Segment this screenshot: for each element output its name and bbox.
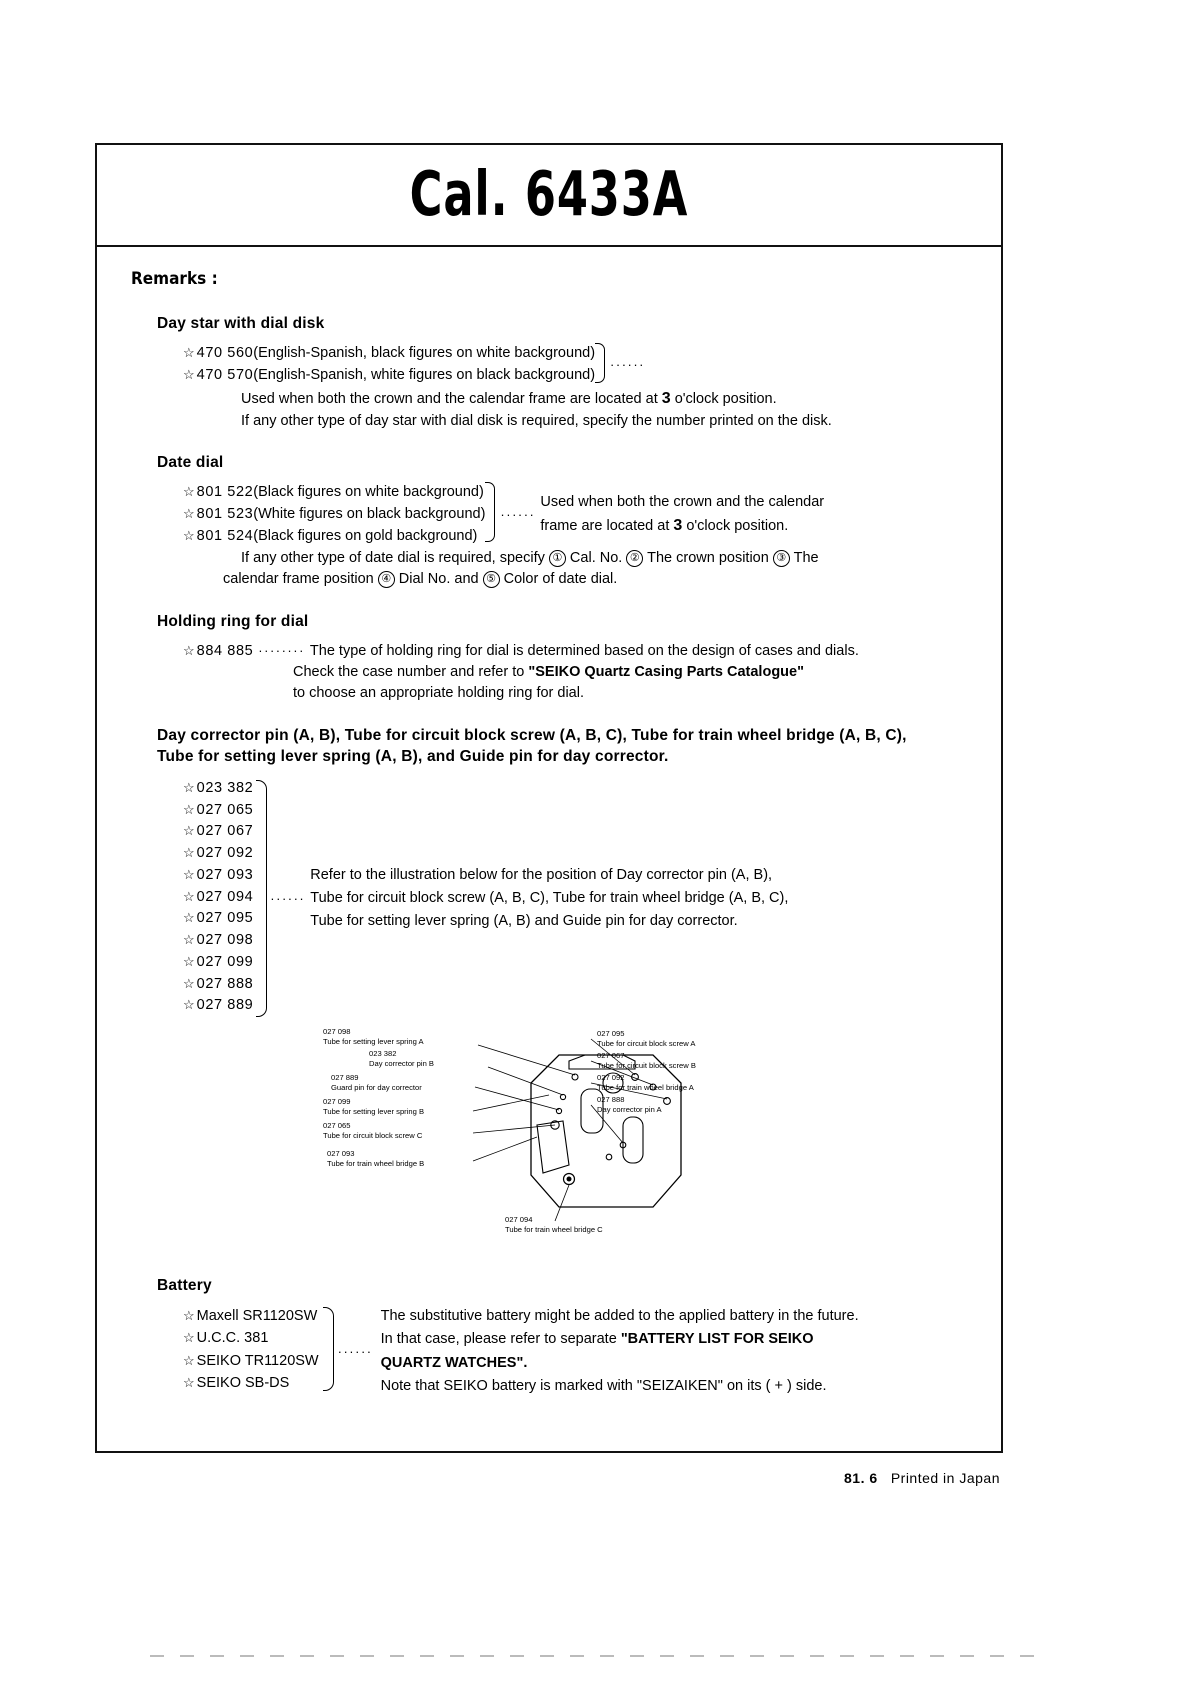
battery-note-3 <box>381 1352 859 1375</box>
section-battery <box>123 1277 975 1399</box>
label-name: Tube for circuit block screw C <box>323 1130 423 1140</box>
list-item <box>183 504 485 526</box>
part-description: (English-Spanish, black figures on white background) <box>253 345 596 361</box>
part-number: 470 570 <box>196 366 254 383</box>
diagram-label <box>597 1051 696 1070</box>
label-number: 027 095 <box>597 1028 625 1038</box>
section-heading-day-star: Day star with dial disk <box>157 315 325 332</box>
part-description: (English-Spanish, white figures on black background) <box>253 366 596 383</box>
oclock-number: 3 <box>673 516 683 534</box>
label-name: Tube for circuit block screw A <box>597 1038 696 1048</box>
part-description: (White figures on black background) <box>253 506 486 522</box>
list-item <box>183 865 253 887</box>
diagram-label <box>323 1121 422 1140</box>
part-number: 027 889 <box>196 997 254 1014</box>
star-icon: ☆ <box>183 953 195 969</box>
list-item <box>183 1350 319 1372</box>
list-item <box>183 930 253 952</box>
part-description: (Black figures on white background) <box>253 484 484 501</box>
holding-ring-text-3: to choose an appropriate holding ring for dial. <box>293 685 584 702</box>
diagram-label <box>597 1095 662 1114</box>
list-item <box>183 995 253 1017</box>
label-number: 027 099 <box>323 1096 351 1106</box>
battery-note-1: The substitutive battery might be added to the applied battery in the future. <box>380 1307 859 1324</box>
part-number: 027 092 <box>196 845 254 862</box>
heading-line-1: Day corrector pin (A, B), Tube for circuit block screw (A, B, C), Tube for train wheel bridge (A, B, C), <box>157 727 907 745</box>
footer-printed: Printed in Japan <box>890 1470 1000 1486</box>
leader-dots: ······ <box>500 507 536 523</box>
star-icon: ☆ <box>183 779 195 795</box>
note-text: If any other type of date dial is required, specify <box>241 549 549 566</box>
label-number: 027 094 <box>505 1214 533 1224</box>
brace-bracket <box>323 1307 334 1391</box>
label-name: Guard pin for day corrector <box>331 1082 422 1092</box>
star-icon: ☆ <box>183 823 195 839</box>
page-footer <box>0 1470 1200 1486</box>
description-line-1: Refer to the illustration below for the position of Day corrector pin (A, B), <box>310 866 773 883</box>
star-icon: ☆ <box>183 1352 195 1368</box>
battery-note-2 <box>381 1328 859 1351</box>
battery-body <box>183 1305 975 1399</box>
star-icon: ☆ <box>183 643 195 658</box>
part-number: 027 094 <box>196 888 254 905</box>
part-number: 027 067 <box>196 823 254 840</box>
day-star-part-list <box>183 343 595 387</box>
diagram-label <box>323 1097 424 1116</box>
day-star-note-2: If any other type of day star with dial disk is required, specify the number printed on the disk. <box>241 412 832 429</box>
list-item <box>183 641 975 662</box>
brace-bracket <box>595 343 605 383</box>
list-item <box>183 1372 319 1394</box>
note-text: The crown position <box>643 549 773 566</box>
note-text: Cal. No. <box>565 549 627 566</box>
star-icon: ☆ <box>183 975 195 991</box>
diagram-label <box>331 1073 422 1092</box>
list-item <box>183 887 253 909</box>
section-heading-day-corrector <box>157 726 975 768</box>
list-item <box>183 365 595 387</box>
star-icon: ☆ <box>183 1375 195 1391</box>
diagram-label <box>369 1049 434 1068</box>
brace-bracket <box>485 482 495 542</box>
part-number: 027 099 <box>196 953 254 970</box>
note-line: Used when both the crown and the calendar <box>540 494 825 510</box>
section-date-dial <box>123 454 975 591</box>
part-number: 470 560 <box>196 345 254 361</box>
battery-name: U.C.C. 381 <box>196 1330 269 1347</box>
list-item <box>183 1305 319 1327</box>
battery-name: SEIKO SB-DS <box>196 1375 290 1392</box>
label-number: 027 888 <box>597 1094 625 1104</box>
title-band <box>97 145 1001 247</box>
list-item <box>183 908 253 930</box>
star-icon: ☆ <box>183 888 195 904</box>
battery-name: Maxell SR1120SW <box>196 1307 318 1324</box>
part-description: (Black figures on gold background) <box>253 527 478 544</box>
section-heading-holding-ring: Holding ring for dial <box>157 613 309 630</box>
star-icon: ☆ <box>183 910 195 926</box>
label-number: 027 093 <box>327 1148 355 1158</box>
label-name: Tube for train wheel bridge B <box>327 1158 425 1168</box>
holding-ring-text-1: The type of holding ring for dial is determined based on the design of cases and dials. <box>309 643 859 659</box>
label-name: Day corrector pin A <box>597 1104 662 1114</box>
oclock-number: 3 <box>661 389 671 407</box>
note-text: Color of date dial. <box>499 571 618 588</box>
list-item <box>183 343 595 365</box>
note-text: Used when both the crown and the calendar frame are located at <box>241 390 662 407</box>
note-text: Dial No. and <box>394 571 483 588</box>
leader-dots: ········ <box>258 643 305 658</box>
brace-bracket <box>256 780 267 1017</box>
battery-name: SEIKO TR1120SW <box>196 1352 319 1369</box>
list-item <box>183 843 253 865</box>
date-dial-specify-line-2 <box>223 569 975 591</box>
part-number: 027 888 <box>196 975 254 992</box>
day-star-note-1 <box>241 387 975 411</box>
star-icon: ☆ <box>183 484 195 500</box>
list-item <box>183 526 485 548</box>
note-text: o'clock position. <box>670 390 777 407</box>
star-icon: ☆ <box>183 845 195 861</box>
battery-note-4: Note that SEIKO battery is marked with "SEIZAIKEN" on its ( + ) side. <box>380 1378 827 1395</box>
star-icon: ☆ <box>183 866 195 882</box>
label-number: 027 067 <box>597 1050 625 1060</box>
date-dial-part-list <box>183 482 485 547</box>
label-number: 027 065 <box>323 1120 351 1130</box>
part-number: 027 093 <box>196 866 254 883</box>
footer-date: 81. 6 <box>844 1470 878 1486</box>
battery-list-title: "BATTERY LIST FOR SEIKO <box>620 1331 814 1348</box>
star-icon: ☆ <box>183 366 195 382</box>
section-heading-date-dial: Date dial <box>157 454 224 472</box>
movement-illustration <box>323 1025 883 1255</box>
diagram-label <box>505 1215 603 1234</box>
description-line-3: Tube for setting lever spring (A, B) and Guide pin for day corrector. <box>310 912 738 929</box>
label-name: Tube for train wheel bridge C <box>505 1224 603 1234</box>
part-number: 027 095 <box>196 910 254 927</box>
diagram-label <box>597 1029 695 1048</box>
note-text: Check the case number and refer to <box>293 664 529 681</box>
circled-number-5: ⑤ <box>483 571 500 588</box>
leader-dots: ······ <box>270 890 306 906</box>
part-number: 801 524 <box>196 527 254 544</box>
note-text: calendar frame position <box>223 571 378 588</box>
note-text: In that case, please refer to separate <box>380 1331 621 1348</box>
label-number: 027 098 <box>323 1026 351 1036</box>
label-name: Tube for setting lever spring B <box>323 1106 425 1116</box>
circled-number-1: ① <box>549 550 566 567</box>
part-number: 801 522 <box>196 484 254 501</box>
list-item <box>183 800 253 822</box>
label-number: 027 889 <box>331 1072 359 1082</box>
battery-part-list <box>183 1305 319 1395</box>
leader-dots: ······ <box>610 357 646 373</box>
star-icon: ☆ <box>183 997 195 1013</box>
day-corrector-description <box>310 864 788 934</box>
part-number: 027 098 <box>196 932 254 949</box>
list-item <box>183 482 485 504</box>
label-name: Tube for setting lever spring A <box>323 1036 424 1046</box>
note-line <box>540 514 824 538</box>
document-body <box>97 247 1001 1399</box>
label-name: Tube for train wheel bridge A <box>597 1082 694 1092</box>
list-item <box>183 1327 319 1349</box>
holding-ring-body <box>183 641 975 704</box>
section-holding-ring <box>123 613 975 704</box>
remarks-label: Remarks : <box>131 269 218 289</box>
date-dial-specify-line-1 <box>241 548 975 570</box>
document-page <box>95 143 1003 1453</box>
part-number: 027 065 <box>196 801 254 818</box>
list-item <box>183 974 253 996</box>
diagram-label <box>323 1027 424 1046</box>
star-icon: ☆ <box>183 1307 195 1323</box>
label-number: 023 382 <box>369 1048 397 1058</box>
scan-artifact <box>150 1655 1050 1657</box>
holding-ring-text-2 <box>293 662 975 683</box>
note-text: The <box>789 549 819 566</box>
date-dial-note <box>540 492 824 538</box>
list-item <box>183 778 253 800</box>
star-icon: ☆ <box>183 801 195 817</box>
star-icon: ☆ <box>183 527 195 543</box>
label-number: 027 092 <box>597 1072 625 1082</box>
note-text: frame are located at <box>540 517 674 534</box>
page-title: Cal. 6433A <box>409 159 689 231</box>
leader-dots: ······ <box>337 1344 373 1360</box>
day-corrector-parts <box>183 778 975 1019</box>
circled-number-2: ② <box>626 550 643 567</box>
label-name: Day corrector pin B <box>369 1058 434 1068</box>
list-item <box>183 821 253 843</box>
heading-line-2: Tube for setting lever spring (A, B), and Guide pin for day corrector. <box>157 747 669 765</box>
list-item <box>183 952 253 974</box>
star-icon: ☆ <box>183 1330 195 1346</box>
diagram-label <box>597 1073 694 1092</box>
section-day-star <box>123 315 975 432</box>
description-line-2: Tube for circuit block screw (A, B, C), Tube for train wheel bridge (A, B, C), <box>310 889 789 906</box>
label-name: Tube for circuit block screw B <box>597 1060 696 1070</box>
circled-number-4: ④ <box>378 571 395 588</box>
battery-list-title-cont: QUARTZ WATCHES". <box>380 1354 528 1371</box>
note-text: o'clock position. <box>682 517 789 534</box>
part-number: 884 885 <box>196 643 254 659</box>
day-corrector-part-list <box>183 778 253 1017</box>
section-day-corrector <box>123 726 975 1255</box>
star-icon: ☆ <box>183 345 195 360</box>
part-number: 023 382 <box>196 779 254 796</box>
star-icon: ☆ <box>183 932 195 948</box>
section-heading-battery: Battery <box>157 1276 212 1294</box>
catalogue-title: "SEIKO Quartz Casing Parts Catalogue" <box>528 664 804 681</box>
battery-notes <box>381 1305 859 1399</box>
star-icon: ☆ <box>183 506 195 521</box>
part-number: 801 523 <box>196 506 254 522</box>
diagram-label <box>327 1149 424 1168</box>
circled-number-3: ③ <box>773 550 790 567</box>
